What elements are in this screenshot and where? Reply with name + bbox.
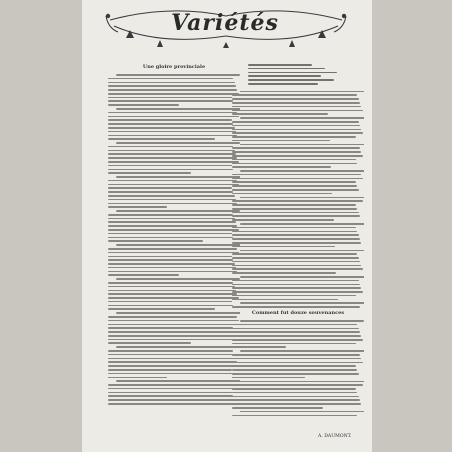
article-subheading: Une gloire provinciale [142,64,206,70]
poem-line [248,68,325,70]
text-line [108,138,215,140]
text-line [108,180,237,182]
text-line [108,327,233,329]
text-line [232,204,356,206]
text-line [232,284,360,286]
text-line [240,197,364,199]
text-line [232,295,356,297]
text-line [232,403,361,405]
text-line [240,302,364,304]
text-line [108,274,179,276]
text-line [232,261,360,263]
text-line [232,140,330,142]
text-line [108,252,239,254]
text-line [232,200,363,202]
text-line [240,144,364,146]
text-line [232,242,361,244]
text-line [108,85,236,87]
text-line [240,250,364,252]
text-line [108,399,235,401]
text-line [240,117,364,119]
text-line [232,331,360,333]
text-line [108,165,232,167]
text-line [232,102,360,104]
text-line [108,308,215,310]
text-line [108,191,233,193]
text-line [232,362,363,364]
text-line [108,361,237,363]
text-line [108,354,235,356]
poem-block [232,64,364,91]
text-line [240,320,364,322]
page-title: Variétés [171,10,279,36]
text-line [232,151,361,153]
text-line [108,153,236,155]
text-line [232,208,357,210]
text-line [232,306,360,308]
text-line [232,272,336,274]
text-line [108,392,232,394]
text-line [232,388,356,390]
text-line [232,369,357,371]
text-line [108,259,233,261]
text-line [116,312,240,314]
text-line [108,358,236,360]
text-line [240,170,364,172]
text-line [108,184,239,186]
text-line [116,380,240,382]
text-line [108,335,236,337]
text-line [232,392,357,394]
text-line [116,74,240,76]
text-line [108,365,239,367]
text-line [232,268,363,270]
text-line [108,403,236,405]
text-line [232,110,363,112]
text-line [240,91,364,93]
text-line [232,354,360,356]
text-line [108,214,233,216]
text-line [232,181,356,183]
text-line [108,150,235,152]
text-line [108,248,237,250]
text-line [108,218,235,220]
text-line [232,106,361,108]
text-line [232,212,359,214]
text-line [232,365,356,367]
text-line [232,246,335,248]
author-signature: A. DAUMONT. [318,434,352,439]
text-line [232,328,359,330]
text-line [232,189,359,191]
text-line [108,199,236,201]
article-body-right-lower [232,320,364,416]
article-body [108,74,240,405]
text-line [232,324,357,326]
text-line [108,301,232,303]
text-line [232,125,360,127]
text-line [232,129,361,131]
text-line [108,271,237,273]
text-line [108,221,236,223]
text-line [232,159,356,161]
text-line [232,193,332,195]
text-line [116,210,240,212]
text-line [232,113,328,115]
article-body-right [232,91,364,308]
text-line [108,123,233,125]
text-line [232,257,359,259]
text-line [116,142,240,144]
text-line [108,331,235,333]
text-line [108,131,236,133]
text-line [108,395,233,397]
text-line [240,223,364,225]
text-line [232,227,356,229]
text-line [116,108,240,110]
text-line [116,176,240,178]
text-line [108,169,233,171]
text-line [232,287,361,289]
text-line [108,206,167,208]
text-line [232,219,334,221]
text-line [108,112,237,114]
text-line [232,163,357,165]
text-line [232,384,363,386]
text-line [232,358,361,360]
text-line [232,238,360,240]
text-line [108,350,233,352]
text-line [232,346,286,348]
text-line [116,346,240,348]
text-line [232,339,363,341]
text-line [108,342,191,344]
text-line [108,237,233,239]
text-line [108,339,237,341]
text-line [108,78,233,80]
text-line [108,93,239,95]
text-line [108,388,239,390]
text-line [232,280,359,282]
text-line [232,253,357,255]
poem-line [248,64,312,66]
text-line [108,119,232,121]
text-line [108,256,232,258]
text-line [232,407,323,409]
text-line [108,82,235,84]
text-line [232,415,357,417]
text-line [108,293,237,295]
text-line [232,343,356,345]
text-line [108,282,233,284]
text-line [108,233,232,235]
text-line [232,396,359,398]
text-line [232,265,361,267]
text-line [232,291,363,293]
text-line [232,136,356,138]
text-line [108,267,236,269]
text-line [108,100,233,102]
right-column [232,64,364,440]
text-line [232,215,360,217]
text-line [232,132,363,134]
text-line [108,305,233,307]
text-line [108,195,235,197]
text-line [240,411,364,413]
text-line [108,240,203,242]
text-line [240,276,364,278]
text-line [108,263,235,265]
poem-line [248,72,337,74]
text-line [108,225,237,227]
text-line [232,147,360,149]
section-subheading: Comment fut douze souvenances [251,310,345,316]
text-line [116,244,240,246]
text-line [232,377,305,379]
text-line [232,178,363,180]
left-column [108,64,240,440]
text-line [108,97,232,99]
text-line [108,104,179,106]
text-line [232,299,338,301]
poem-line [248,79,334,81]
text-line [108,135,237,137]
text-line [232,399,360,401]
poem-line [248,75,321,77]
text-line [108,146,233,148]
text-line [232,98,359,100]
text-line [240,381,364,383]
text-line [108,127,235,129]
text-line [108,89,237,91]
text-line [108,116,239,118]
text-line [232,174,361,176]
poem-line [248,83,318,85]
text-line [108,324,232,326]
text-line [232,94,357,96]
text-line [232,373,359,375]
text-line [232,155,363,157]
text-line [108,316,237,318]
text-line [240,350,364,352]
text-line [108,384,237,386]
text-line [108,369,232,371]
text-line [108,320,239,322]
text-line [232,234,359,236]
text-line [108,203,237,205]
text-line [232,166,331,168]
text-line [108,297,239,299]
text-line [108,229,239,231]
text-line [232,231,357,233]
text-line [108,290,236,292]
text-line [116,278,240,280]
text-line [108,157,237,159]
text-line [108,172,191,174]
text-line [108,161,239,163]
text-line [232,335,361,337]
text-line [108,187,232,189]
text-line [232,121,359,123]
text-line [108,377,167,379]
text-line [108,373,233,375]
text-line [108,286,235,288]
text-line [232,185,357,187]
